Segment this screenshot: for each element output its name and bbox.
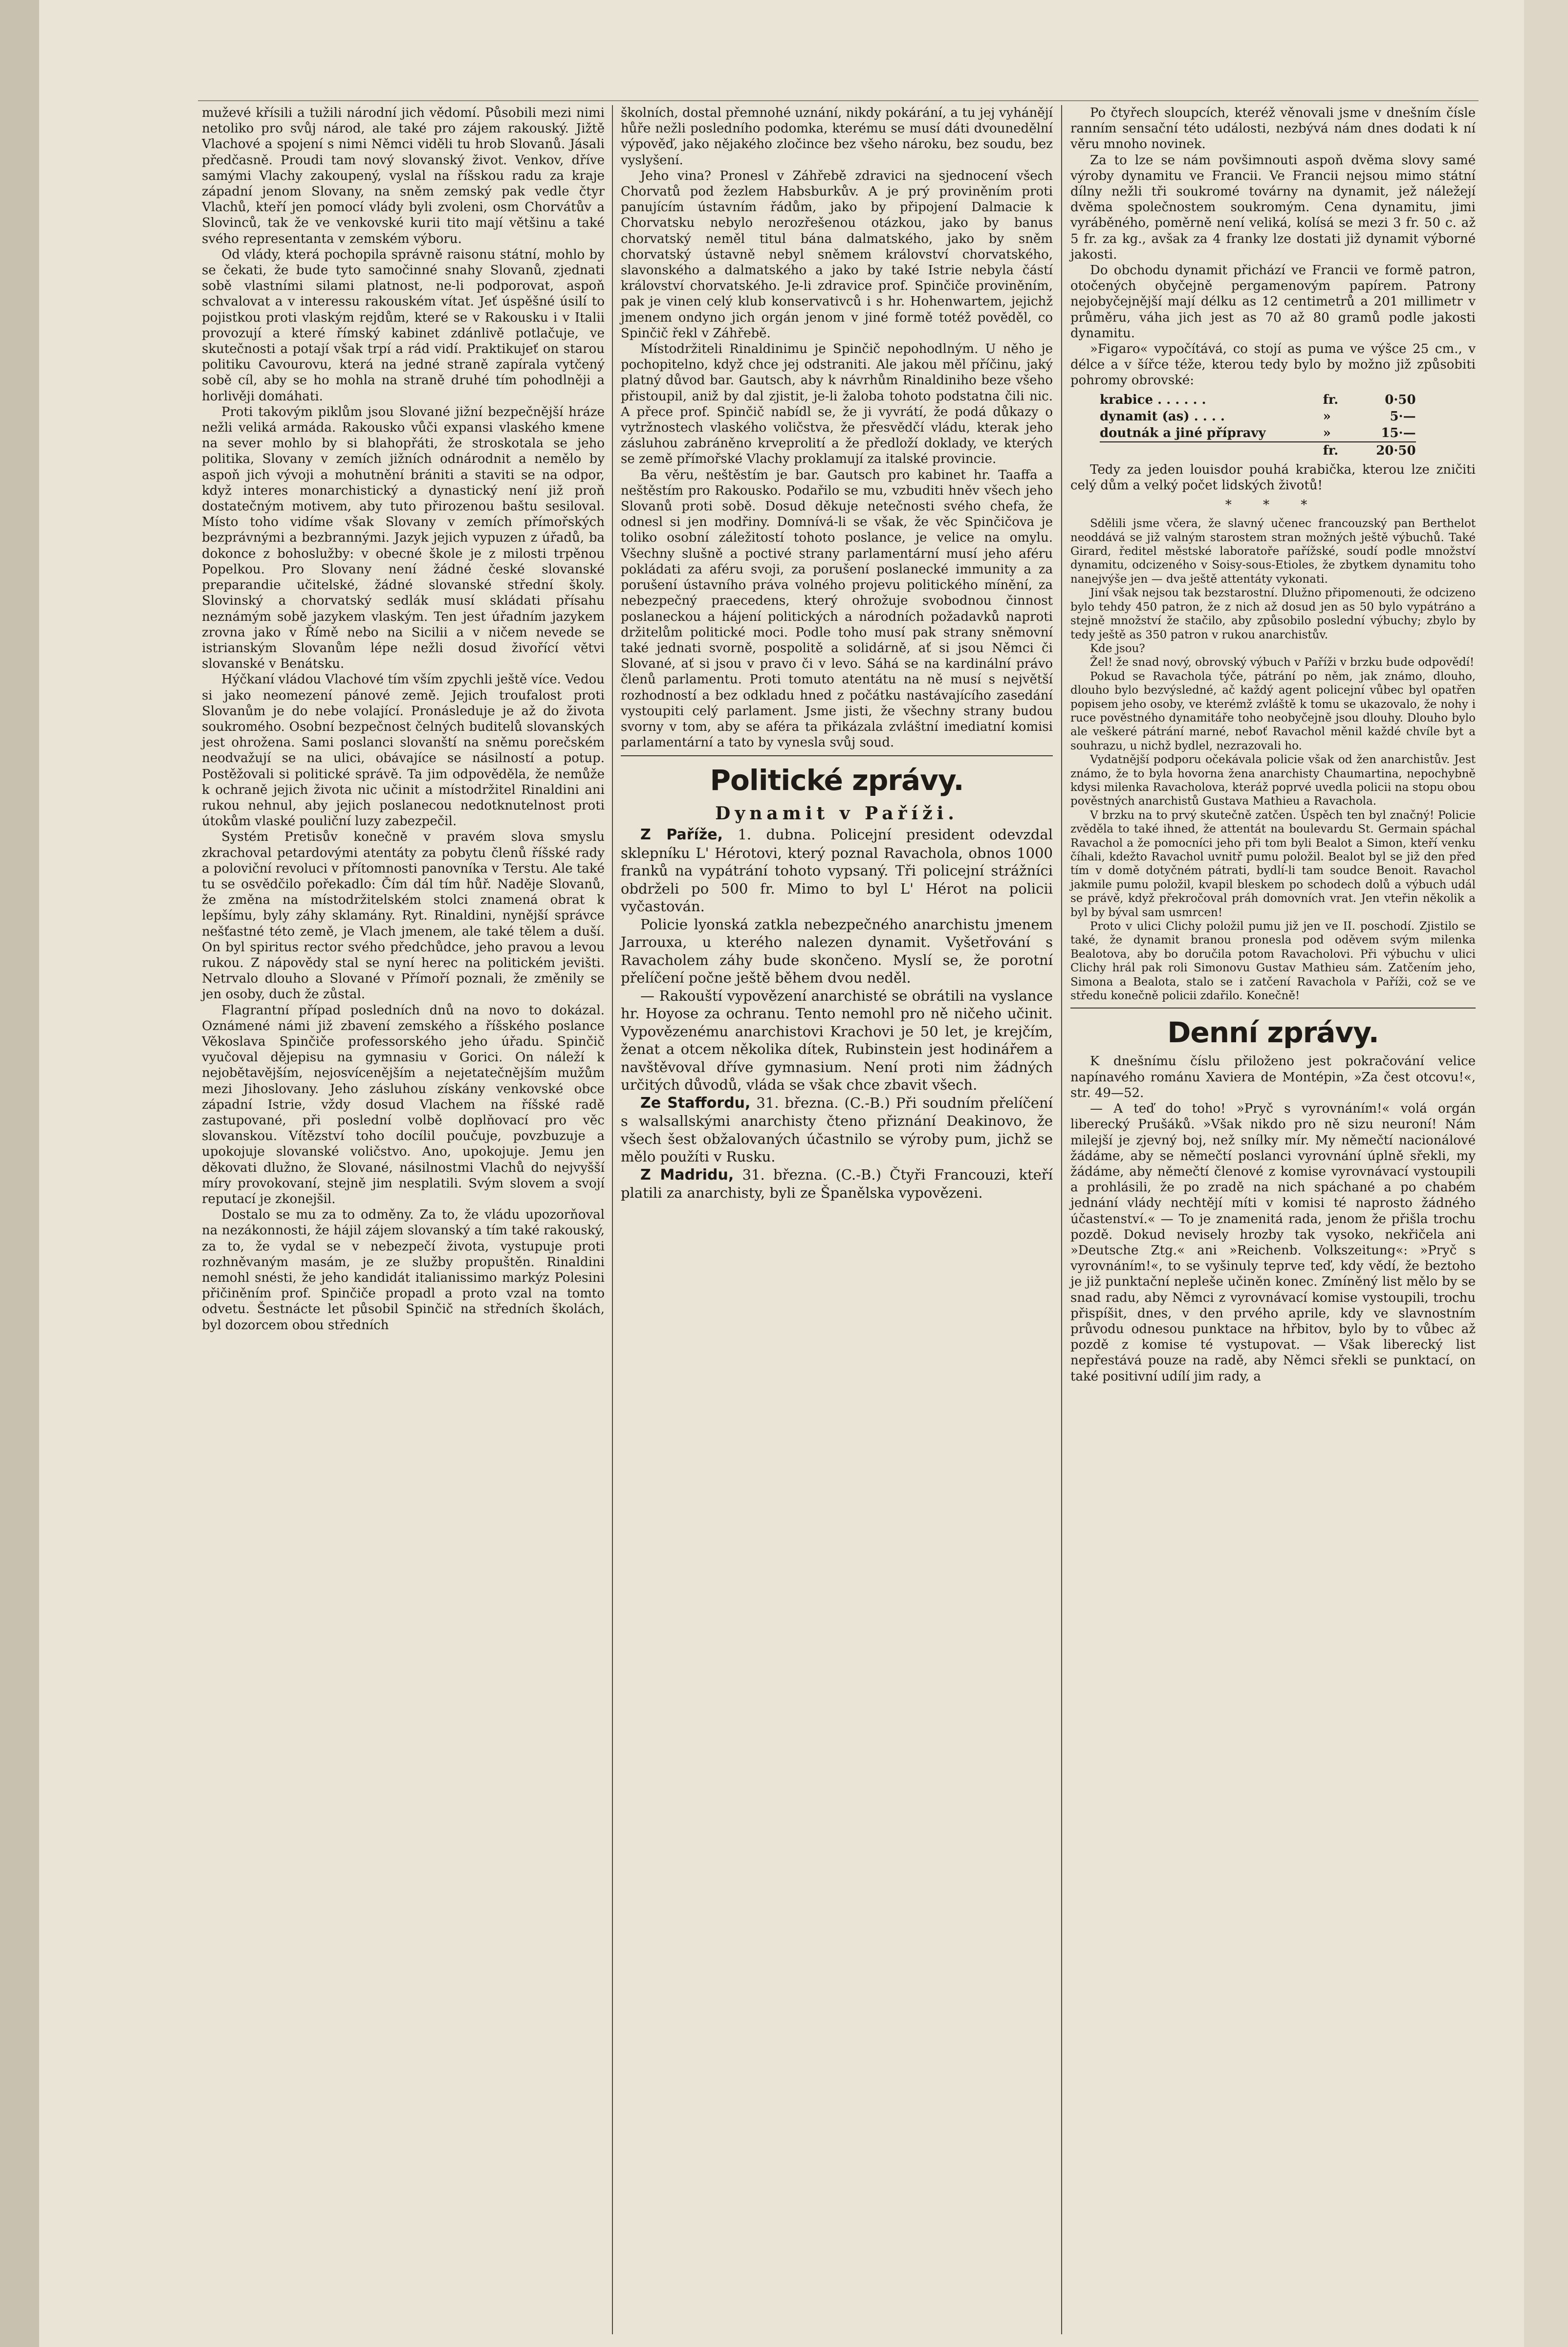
price-total-row	[1100, 442, 1416, 459]
col1-paragraph-5: Systém Pretisův konečně v pravém slova smyslu zkrachoval petardovými atentáty za pobytu členů říšské rady a poloviční revoluci v přítomnosti panovníka v Terstu. Ale také tu se osvědčilo pořekadlo: Čím dál tím hůř. Naděje Slovanů, že změna na místodržitelském stolci znamená obrat k lepšímu, byly záhy sklamány. Ryt. Rinaldini, nynější správce nešťastné této země, je Vlach jmenem, ale také tělem a duší. On byl spiritus rector svého předchůdce, jeho pravou a levou rukou. Z nápovědy stal se nyní herec na politickém jevišti. Netrvalo dlouho a Slované v Přímoří poznali, že změnily se jen osoby, duch že zůstal.	[202, 830, 605, 1002]
dateline-paris: Z Paříže,	[640, 826, 723, 844]
col1-paragraph-4: Hýčkaní vládou Vlachové tím vším zpychli ještě více. Vedou si jako neomezení pánové země. Jejich troufalost proti Slovanům je do nebe volající. Pronásleduje je až do života soukromého. Osobní bezpečnost čelných buditelů slovanských jest ohrožena. Sami poslanci slovanští na sněmu porečském neodvažují se na ulici, obávajíce se násilností a potup. Postěžovali si politické správě. Ta jim odpověděla, že nemůže k ochraně jejich života nic učinit a místodržitel Rinaldini ani rukou nehnul, aby jejich poslanecou nedotknutelnost proti útokům vlaské pouliční luzy zabezpečil.	[202, 672, 605, 829]
col1-paragraph-6: Flagrantní případ posledních dnů na novo to dokázal. Oznámené námi již zbavení zemského a říšského poslance Věkoslava Spinčiče professorského jeho úřadu. Spinčič vyučoval dějepisu na gymnasiu v Gorici. On náleží k nejobětavějším, nejosvícenějším a nejetatečnějším mužům mezi Jihoslovany. Jeho zásluhou získány venkovské obce západní Istrie, vždy dosud Vlachem na říšské radě zastupované, při poslední volbě doplňovací pro věc slovanskou. Vítězství toho docílil poučuje, povzbuzuje a upokojuje slovanské voličstvo. Ano, upokojuje. Jemu jen děkovati dlužno, že Slované, násilnostmi Vlachů do nejvyšší míry provokovaní, stejně jim nesplatili. Svým slovem a svojí reputací je zkonejšil.	[202, 1003, 605, 1207]
top-rule	[198, 100, 1479, 101]
col2-paragraph-stafford	[621, 1094, 1053, 1166]
col2-paragraph-4: Ba věru, neštěstím je bar. Gautsch pro kabinet hr. Taaffa a neštěstím pro Rakousko. Podařilo se mu, vzbuditi hněv všech jeho Slovanů proti sobě. Dosud děkuje netečnosti svého chefa, že odnesl si jen modřiny. Domnívá-li se však, že věc Spinčičova je toliko osobní záležitostí tohoto poslance, je velice na omylu. Všechny slušně a poctivé strany parlamentární musí jeho aféru pokládati za aféru svoji, za porušení poslanecké immunity a za porušení ústavního práva volného projevu politického mínění, za nebezpečný praecedens, který ohrožuje svobodnou činnost poslaneckou a hájení politických a národních požadavků naproti držitelům politické moci. Podle toho musí pak strany sněmovní také jednati svorně, pospolitě a solidárně, ať si jsou Němci či Slované, ať si jsou v pravo či v levo. Sáhá se na kardinální právo členů parlamentu. Proti tomuto atentátu na ně musí s největší rozhodností a bez odkladu hned z počátku nastávajícího zasedání vystoupiti celý parlament. Jsme jisti, že všechny strany budou svorny v tom, aby se aféra ta přikázala zvláštní imediatní komisi parlamentární a tato by vynesla svůj soud.	[621, 467, 1053, 750]
price-amount: 15·—	[1381, 425, 1416, 440]
col3-paragraph-7: Jiní však nejsou tak bezstarostní. Dlužno připomenouti, že odcizeno bylo tehdy 450 patron, že z nich až dosud jen as 50 bylo vypátráno a stejně množství že stačilo, aby způsobilo poslední výbuchy; zbylo by tedy ještě as 350 patron v rukou anarchistův.	[1070, 587, 1476, 641]
column-rule-2	[1061, 105, 1062, 2334]
col1-paragraph-3: Proti takovým piklům jsou Slované jižní bezpečnější hráze nežli veliká armáda. Rakousko vůči expansi vlaského kmene na sever mohlo by si blahopřáti, že stroskotala se jeho politika, Slovany v zemích jižních odnárodnit a nemělo by aspoň jich vývoji a mohutnění brániti a staviti se na odpor, když interes monarchistický a dynastický není již proň dostatečným motivem, aby tuto přirozenou baštu sesiloval. Místo toho vidíme však Slovany v zemích přímořských bezprávnými a bezbrannými. Jazyk jejich vypuzen z úřadů, ba dokonce z bohoslužby: v obecné škole je z milosti trpěnou Popelkou. Pro Slovany není žádné české slovanské preparandie učitelské, žádné slovanské střední školy. Slovinský a chorvatský sedlák musí skládati přísahu neznámým sobě jazykem vlaským. Ten jest úřadním jazykem zrovna jako v Římě nebo na Sicilii a v ničem nevede se istrianským Slovanům lépe nežli dosud živořící větvi slovanské v Benátsku.	[202, 404, 605, 672]
col3-paragraph-13: Proto v ulici Clichy položil pumu již jen ve II. poschodí. Zjistilo se také, že dynamit branou pronesla pod oděvem svým milenka Bealotova, aby bo doručila potom Ravacholovi. Při výbuchu v ulici Clichy hrál pak roli Simonovu Gustav Mathieu sám. Zatčením jeho, Simona a Bealota, stalo se i zatčení Ravachola v Paříži, což se ve středu konečně policii zdařilo. Konečně!	[1070, 920, 1476, 1003]
section-heading-political-news: Politické zprávy.	[710, 764, 964, 797]
price-unit: »	[1323, 425, 1331, 440]
col3-paragraph-10: Pokud se Ravachola týče, pátrání po něm, jak známo, dlouho, dlouho bylo bezvýsledné, ač každý agent policejní vůbec byl opatřen popisem jeho osoby, ve kterémž zvláště k tomu se ukazovalo, že nohy i ruce pověstného dynamitáře toho neobyčejně jsou dlouhy. Dlouho bylo ale veškeré pátrání marné, neboť Ravachol měnil každé chvíle byt a souhrazu, u nichž bydlel, nezrazovali ho.	[1070, 670, 1476, 752]
col3-paragraph-14: K dnešnímu číslu přiloženo jest pokračování velice napínavého románu Xaviera de Montépin, »Za čest otcovu!«, str. 49—52.	[1070, 1054, 1476, 1100]
price-unit: »	[1323, 409, 1331, 424]
col3-paragraph-3: Do obchodu dynamit přichází ve Francii ve formě patron, otočených obyčejně pergamenovým papírem. Patrony nejobyčejnější mají délku as 12 centimetrů a 201 millimetr v průměru, váha jich jest as 70 až 80 gramů podle jakosti dynamitu.	[1070, 263, 1476, 341]
scan-right-edge	[1524, 0, 1568, 2347]
dateline-stafford: Ze Staffordu,	[640, 1094, 751, 1112]
price-item: krabice . . . . . .	[1100, 392, 1206, 407]
col3-paragraph-9: Žel! že snad nový, obrovský výbuch v Paříži v brzku bude odpovědí!	[1090, 656, 1475, 669]
col3-paragraph-5: Tedy za jeden louisdor pouhá krabička, kterou lze zničiti celý dům a velký počet lidských životů!	[1070, 462, 1476, 493]
price-row	[1100, 408, 1416, 425]
price-unit: fr.	[1323, 392, 1339, 407]
section-heading-daily-news: Denní zprávy.	[1167, 1016, 1379, 1050]
price-item: dynamit (as) . . . .	[1100, 409, 1225, 424]
col1-paragraph-7: Dostalo se mu za to odměny. Za to, že vládu upozorňoval na nezákonnosti, že hájil zájem slovanský a tím také rakouský, za to, že vydal se v nebezpečí života, vystupuje proti rozhněvaným masám, je ze služby propuštěn. Rinaldini nemohl snésti, že jeho kandidát italianissimo markýz Polesini přičiněním prof. Spinčiče propadl a proto vzal na tomto odvetu. Šestnácte let působil Spinčič na středních školách, byl dozorcem obou středních	[202, 1207, 605, 1333]
dateline-madrid: Z Madridu,	[640, 1166, 734, 1184]
section-divider	[621, 755, 1053, 756]
col2-paragraph-1: školních, dostal přemnohé uznání, nikdy pokárání, a tu jej vyhánějí hůře nežli posledního podomka, kterému se musí dáti dvounedělní výpověď, jako nějakého zločince bez všeho nároku, bez soudu, bez vyslyšení.	[621, 106, 1053, 168]
col3-paragraph-6: Sdělili jsme včera, že slavný učenec francouzský pan Berthelot neoddává se již valným starostem stran možných ještě výbuchů. Také Girard, ředitel městské laboratoře pařížské, soudí podle množství dynamitu, odcizeného v Soisy-sous-Etioles, že zbytkem dynamitu toho nanejvýše jen — dva ještě attentáty vykonati.	[1070, 517, 1476, 586]
price-table	[1100, 392, 1416, 459]
col2-paragraph-3: Místodržiteli Rinaldinimu je Spinčič nepohodlným. U něho je pochopitelno, když chce jej odstraniti. Ale jakou měl příčinu, jaký platný důvod bar. Gautsch, aby k návrhům Rinaldiniho beze všeho přistoupil, aniž by dal zjistit, je-li žaloba tohoto podstatna čili nic. A přece prof. Spinčič nabídl se, že ji vyvrátí, že podá důkazy o vytržnostech vlaského voličstva, že přesvědčí vládu, kterak jeho zásluhou zabráněno krveprolití a že předloží doklady, ve kterých se země přímořské Vlachy proklamují za italské provincie.	[621, 342, 1053, 467]
col3-paragraph-8: Kde jsou?	[1090, 642, 1145, 655]
col3-paragraph-15: — A teď do toho! »Pryč s vyrovnáním!« volá orgán liberecký Prušáků. »Však nikdo pro ně sizu neuroní! Nám milejší je zjevný boj, než snílky mír. My němečtí nacionálové žádáme, aby se němečtí poslanci vyrovnání úplně sřekli, my žádáme, aby němečtí členové z komise vyrovnávací vystoupili a prohlásili, že po zradě na nich spáchané a po chabém jednání vlády nechtějí míti v komisi té naprosto žádného účastenství.« — To je znamenitá rada, jenom že přišla trochu pozdě. Dokud nevisely hrozby tak vysoko, nekřičela ani »Deutsche Ztg.« ani »Reichenb. Volkszeitung«: »Pryč s vyrovnáním!«, to se vyšinuly teprve teď, kdy vědí, že beztoho je již punktační nepleše učiněn konec. Zmíněný list mělo by se snad radu, aby Němci z vyrovnávací komise vystoupili, trochu přispíšit, dnes, v den prvého aprile, kdy ve slavnostním průvodu odnesou punktace na hřbitov, bylo by to vůbec až pozdě z komise té vystupovat. — Však liberecký list nepřestává pouze na radě, aby Němci sřekli se punktací, on také positivní udílí jim rady, a	[1070, 1101, 1476, 1384]
price-total-unit: fr.	[1323, 442, 1352, 459]
price-row	[1100, 425, 1416, 442]
col2-madrid-text: 31. března. (C.-B.) Čtyři Francouzi, kteří platili za anarchisty, byli ze Španělska vypovězeni.	[621, 1166, 1053, 1202]
price-item: doutnák a jiné přípravy	[1100, 425, 1266, 440]
col1-paragraph-2: Od vlády, která pochopila správně raisonu státní, mohlo by se čekati, že bude tyto samočinné snahy Slovanů, zjednati sobě vlastními silami platnost, ne-li podporovat, aspoň schvalovat a v interessu rakouském vítat. Jeť úspěšné úsilí to pojistkou proti vlaským rejdům, které se v Rakousku i v Italii provozují a které římský kabinet zdánlivě potlačuje, ve skutečnosti a potají však trpí a rád vidí. Praktikujeť on starou politiku Cavourovu, která na jedné straně zapírala vytčený sobě cíl, aby se ho mohla na straně druhé tím pohodlněji a horlivěji domáhati.	[202, 247, 605, 404]
price-amount: 5·—	[1390, 409, 1416, 424]
col2-paragraph-lyon: Policie lyonská zatkla nebezpečného anarchistu jmenem Jarrouxa, u kterého nalezen dynamit. Vyšetřování s Ravacholem záhy bude skončeno. Myslí se, že porotní přelíčení počne ještě během dvou neděl.	[621, 916, 1053, 987]
column-middle	[617, 105, 1057, 2334]
scan-left-edge	[0, 0, 39, 2347]
col2-paragraph-paris	[621, 826, 1053, 916]
col2-paragraph-austrian-anarchists: — Rakouští vypovězení anarchisté se obrátili na vyslance hr. Hoyose za ochranu. Tento nemohl pro ně ničeho učinit. Vypovězenému anarchistovi Krachovi je 50 let, je krejčím, ženat a otcem několika dítek, Rubinstein jest hodinářem a navštěvoval dříve gymnasium. Není proti nim žádných určitých důvodů, vláda se však chce zbavit všech.	[621, 987, 1053, 1094]
col3-paragraph-11: Vydatnější podporu očekávala policie však od žen anarchistův. Jest známo, že to byla hovorna žena anarchisty Chaumartina, nepochybně kdysi milenka Ravacholova, kteráž poprvé uvedla policii na stopu obou pověstných anarchistů Gustava Mathieu a Ravachola.	[1070, 753, 1476, 808]
section-divider	[1070, 1008, 1476, 1009]
col1-paragraph-1: muževé křísili a tužili národní jich vědomí. Působili mezi nimi netoliko pro svůj národ, ale také pro zájem rakouský. Jižtě Vlachové a spojení s nimi Němci viděli tu hrob Slovanů. Jásali předčasně. Proudi tam nový slovanský život. Venkov, dříve samými Vlachy zakoupený, vyslal na říšskou radu za kraje západní jenom Slovany, na sněm zemský pak vedle čtyr Vlachů, kteří jen pomocí vlády byli zvoleni, osm Chorvátův a Slovinců, tak že ve venkovské kurii tito mají většinu a také svého representanta v zemském výboru.	[202, 106, 605, 246]
price-total-spacer	[1100, 442, 1323, 459]
column-right	[1067, 105, 1480, 2334]
column-rule-1	[612, 105, 613, 2334]
col3-paragraph-1: Po čtyřech sloupcích, kteréž věnovali jsme v dnešním čísle ranním sensační této události, nezbývá nám dnes dodati k ní věru mnoho novinek.	[1070, 106, 1476, 152]
col2-paragraph-madrid	[621, 1166, 1053, 1202]
section-stars: * * *	[1225, 498, 1321, 513]
col2-paragraph-2: Jeho vina? Pronesl v Záhřebě zdravici na sjednocení všech Chorvatů pod žezlem Habsburkův. A je prý proviněním proti panujícím ústavním řádům, jako by připojení Dalmacie k Chorvatsku nebylo nerozřešenou otázkou, jako by banus chorvatský neměl titul bána dalmatského, jako by sněm chorvatský ústavně nebyl sněmem království chorvatského, slavonského a dalmatského a jako by také Istrie nebyla částí království chorvatského. Je-li zdravice prof. Spinčiče proviněním, pak je vinen celý klub konservativců i s hr. Hohenwartem, jejichž jmenem ondyno jich orgán jenom v jiné formě totéž pověděl, co Spinčič řekl v Záhřebě.	[621, 168, 1053, 341]
article-heading-dynamite-paris: Dynamit v Paříži.	[715, 803, 958, 824]
price-row	[1100, 392, 1416, 408]
col2-paris-text: 1. dubna. Policejní president odevzdal sklepníku L' Hérotovi, který poznal Ravachola, obnos 1000 franků na vypátrání tohoto vypsaný. Tři policejní strážníci obdrželi po 500 fr. Mimo to byl L' Hérot na policii vyčastován.	[621, 826, 1053, 915]
col3-paragraph-2: Za to lze se nám povšimnouti aspoň dvěma slovy samé výroby dynamitu ve Francii. Ve Francii nejsou mimo státní dílny nežli tři soukromé továrny na dynamit, jež náležejí dvěma společnostem soukromým. Cena dynamitu, jimi vyráběného, poměrně není veliká, kolísá se mezi 3 fr. 50 c. až 5 fr. za kg., avšak za 4 franky lze dostati již dynamit výborné jakosti.	[1070, 153, 1476, 262]
col2-stafford-text: 31. března. (C.-B.) Při soudním přelíčení s walsallskými anarchisty čteno přiznání Deakinovo, že všech šest obžalovaných účastnilo se výroby pum, jichž se mělo použíti v Rusku.	[621, 1094, 1053, 1165]
col3-paragraph-12: V brzku na to prvý skutečně zatčen. Úspěch ten byl značný! Policie zvěděla to také ihned, že attentát na boulevardu St. Germain spáchal Ravachol a že pomocníci jeho při tom byli Bealot a Simon, kteří venku číhali, kdežto Ravachol uvnitř pumu položil. Bealot byl se již den před tím v domě dotyčném pátrati, bydlí-li tam soudce Benoit. Ravachol jakmile pumu položil, kvapil bleskem po schodech dolů a výbuch udál se právě, když překročoval práh domovních vrat. Jen vteřin několik a byl by býval sam usmrcen!	[1070, 809, 1476, 919]
price-amount: 0·50	[1385, 392, 1416, 407]
price-total-amount: 20·50	[1352, 442, 1416, 459]
col3-paragraph-4: »Figaro« vypočítává, co stojí as puma ve výšce 25 cm., v délce a v šířce téže, kterou tedy bylo by možno již způsobiti pohromy obrovské:	[1070, 342, 1476, 388]
column-left	[198, 105, 609, 2334]
